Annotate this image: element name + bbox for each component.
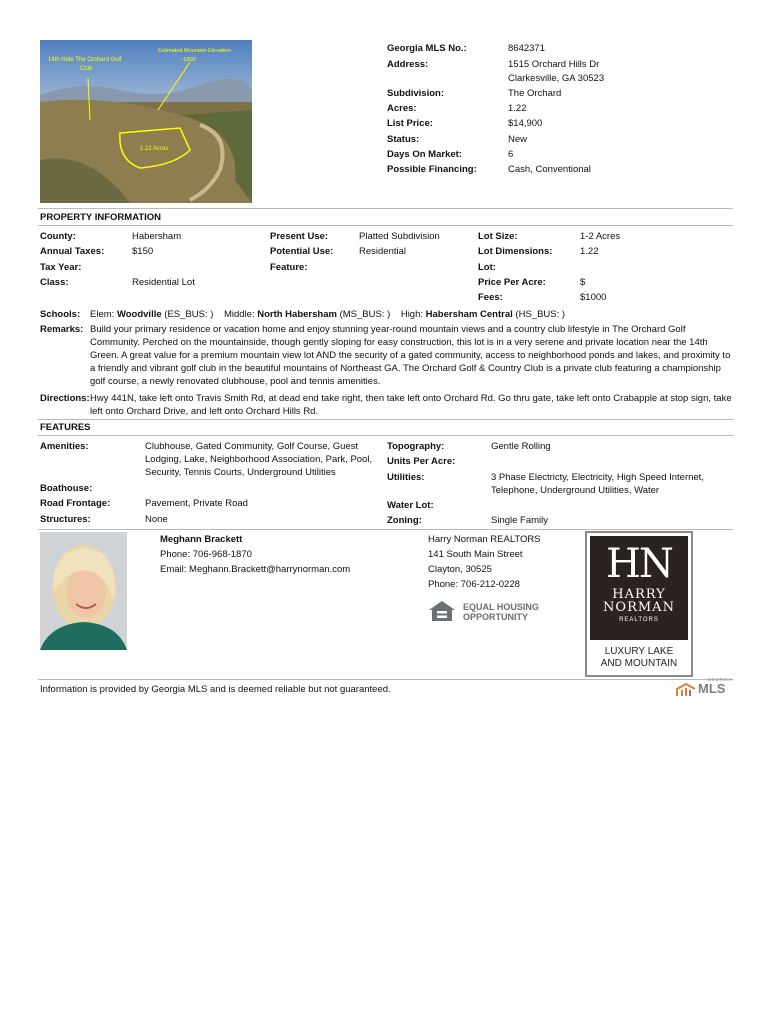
boathouse-label: Boathouse: <box>40 483 93 494</box>
topography-label: Topography: <box>387 441 445 452</box>
divider <box>38 529 733 530</box>
class-value: Residential Lot <box>132 277 195 288</box>
agent-name: Meghann Brackett <box>160 534 243 545</box>
amenities-label: Amenities: <box>40 441 89 452</box>
svg-text:~1800': ~1800' <box>180 57 197 63</box>
office-street: 141 South Main Street <box>428 549 523 560</box>
aerial-photo-graphic <box>40 40 252 203</box>
mls-label: Georgia MLS No.: <box>387 43 467 54</box>
logo-line2: NORMAN <box>603 600 675 615</box>
subdivision-label: Subdivision: <box>387 88 444 99</box>
status-value: New <box>508 134 528 145</box>
dom-label: Days On Market: <box>387 149 462 160</box>
county-label: County: <box>40 231 76 242</box>
amenities-value: Clubhouse, Gated Community, Golf Course, Guest Lodging, Lake, Neighborhood Association, Park, Pool, Security, Tennis Courts, Underground Utilities <box>145 441 373 478</box>
taxes-value: $150 <box>132 246 154 257</box>
divider <box>38 419 733 420</box>
equal-housing-icon <box>428 600 456 622</box>
divider <box>38 208 733 209</box>
ppa-label: Price Per Acre: <box>478 277 546 288</box>
address-line1: 1515 Orchard Hills Dr <box>508 59 600 70</box>
gamls-main: MLS <box>698 681 726 696</box>
address-line2: Clarkesville, GA 30523 <box>508 73 605 84</box>
gamls-top: GEORGIA <box>708 677 733 682</box>
divider <box>38 679 733 680</box>
svg-text:Estimated Mountain Elevation: Estimated Mountain Elevation <box>158 48 231 54</box>
high-school: Habersham Central <box>425 309 513 320</box>
lot-size-label: Lot Size: <box>478 231 518 242</box>
high-prefix: High: <box>400 309 424 320</box>
agent-photo <box>40 532 127 650</box>
directions-label: Directions: <box>40 393 90 404</box>
svg-text:1.22 Acres: 1.22 Acres <box>140 146 169 152</box>
dom-value: 6 <box>508 149 514 160</box>
agent-portrait-graphic <box>40 532 127 650</box>
present-use-label: Present Use: <box>270 231 329 242</box>
lot-dim-value: 1.22 <box>580 246 599 257</box>
gamls-icon <box>676 683 696 697</box>
lot-dim-label: Lot Dimensions: <box>478 246 553 257</box>
structures-value: None <box>145 514 168 525</box>
svg-text:Club: Club <box>80 66 93 72</box>
elem-bus: (ES_BUS: ) <box>164 309 214 320</box>
zoning-label: Zoning: <box>387 515 422 526</box>
class-label: Class: <box>40 277 69 288</box>
lot-label: Lot: <box>478 262 496 273</box>
county-value: Habersham <box>132 231 182 242</box>
equal-housing-line2: OPPORTUNITY <box>463 612 529 622</box>
office-city: Clayton, 30525 <box>428 564 492 575</box>
utilities-label: Utilities: <box>387 472 425 483</box>
remarks-text: Build your primary residence or vacation home and enjoy stunning year-round mountain views and a country club lifestyle in The Orchard Golf Community. Perched on the mountainside, though gently sloping for easy construction, this lot is in a very serene and private location near the 14th Green. A great value for a premium mountain view lot AND the security of a gated community, access to neighborhood ponds and lakes, and proximity to a friendly and vibrant golf club in the beautiful mountains of Northeast GA. The Orchard Golf & Country Club is a private club featuring a championship golf course, a newly renovated clubhouse, pool and tennis amenities. <box>90 324 731 387</box>
address-label: Address: <box>387 59 429 70</box>
topography-value: Gentle Rolling <box>491 441 551 452</box>
office-phone: Phone: 706-212-0228 <box>428 579 520 590</box>
logo-dark-panel <box>590 536 688 640</box>
taxyear-label: Tax Year: <box>40 262 82 273</box>
schools-line <box>90 309 565 320</box>
fees-label: Fees: <box>478 292 503 303</box>
equal-housing-line1: EQUAL HOUSING <box>463 602 539 612</box>
logo-tag1: LUXURY LAKE <box>604 646 674 657</box>
footer-disclaimer: Information is provided by Georgia MLS and is deemed reliable but not guaranteed. <box>40 684 391 695</box>
present-use-value: Platted Subdivision <box>359 231 440 242</box>
price-value: $14,900 <box>508 118 543 129</box>
directions-text: Hwy 441N, take left onto Travis Smith Rd, at dead end take right, then take left onto Orchard Rd. Go thru gate, take left onto Crabapple at stop sign, take left onto Orchard Drive, and left onto Orchard Hills Rd. <box>90 393 732 417</box>
zoning-value: Single Family <box>491 515 549 526</box>
logo-line3: REALTORS <box>619 617 659 623</box>
high-bus: (HS_BUS: ) <box>515 309 566 320</box>
remarks-label: Remarks: <box>40 324 84 335</box>
middle-school: North Habersham <box>257 309 337 320</box>
agent-email[interactable]: Email: Meghann.Brackett@harrynorman.com <box>160 564 351 575</box>
logo-tagline <box>587 646 691 670</box>
potential-use-value: Residential <box>359 246 406 257</box>
logo-monogram: HN <box>606 541 672 587</box>
lot-size-value: 1-2 Acres <box>580 231 621 242</box>
logo-line1: HARRY <box>612 587 666 602</box>
subdivision-value: The Orchard <box>508 88 562 99</box>
gamls-logo <box>676 677 732 699</box>
financing-label: Possible Financing: <box>387 164 477 175</box>
waterlot-label: Water Lot: <box>387 500 434 511</box>
feature-label: Feature: <box>270 262 308 273</box>
fees-value: $1000 <box>580 292 607 303</box>
ppa-value: $ <box>580 277 586 288</box>
office-name: Harry Norman REALTORS <box>428 534 541 545</box>
financing-value: Cash, Conventional <box>508 164 591 175</box>
divider <box>38 225 733 226</box>
middle-bus: (MS_BUS: ) <box>339 309 391 320</box>
mls-value: 8642371 <box>508 43 545 54</box>
logo-tag2: AND MOUNTAIN <box>600 658 678 669</box>
property-info-title: PROPERTY INFORMATION <box>40 212 162 223</box>
middle-prefix: Middle: <box>223 309 255 320</box>
features-title: FEATURES <box>40 422 91 433</box>
units-label: Units Per Acre: <box>387 456 456 467</box>
acres-label: Acres: <box>387 103 417 114</box>
potential-use-label: Potential Use: <box>270 246 334 257</box>
schools-label: Schools: <box>40 309 81 320</box>
price-label: List Price: <box>387 118 433 129</box>
road-label: Road Frontage: <box>40 498 111 509</box>
taxes-label: Annual Taxes: <box>40 246 105 257</box>
acres-value: 1.22 <box>508 103 527 114</box>
structures-label: Structures: <box>40 514 91 525</box>
divider <box>38 435 733 436</box>
agent-phone: Phone: 706-968-1870 <box>160 549 252 560</box>
elem-prefix: Elem: <box>90 309 115 320</box>
svg-text:14th Hole The Orchard Golf: 14th Hole The Orchard Golf <box>48 57 122 63</box>
status-label: Status: <box>387 134 420 145</box>
utilities-value: 3 Phase Electricty, Electricity, High Speed Internet, Telephone, Underground Utilities, Water <box>491 472 704 496</box>
road-value: Pavement, Private Road <box>145 498 248 509</box>
harry-norman-logo <box>585 531 693 677</box>
elem-school: Woodville <box>116 309 162 320</box>
property-photo <box>40 40 252 203</box>
